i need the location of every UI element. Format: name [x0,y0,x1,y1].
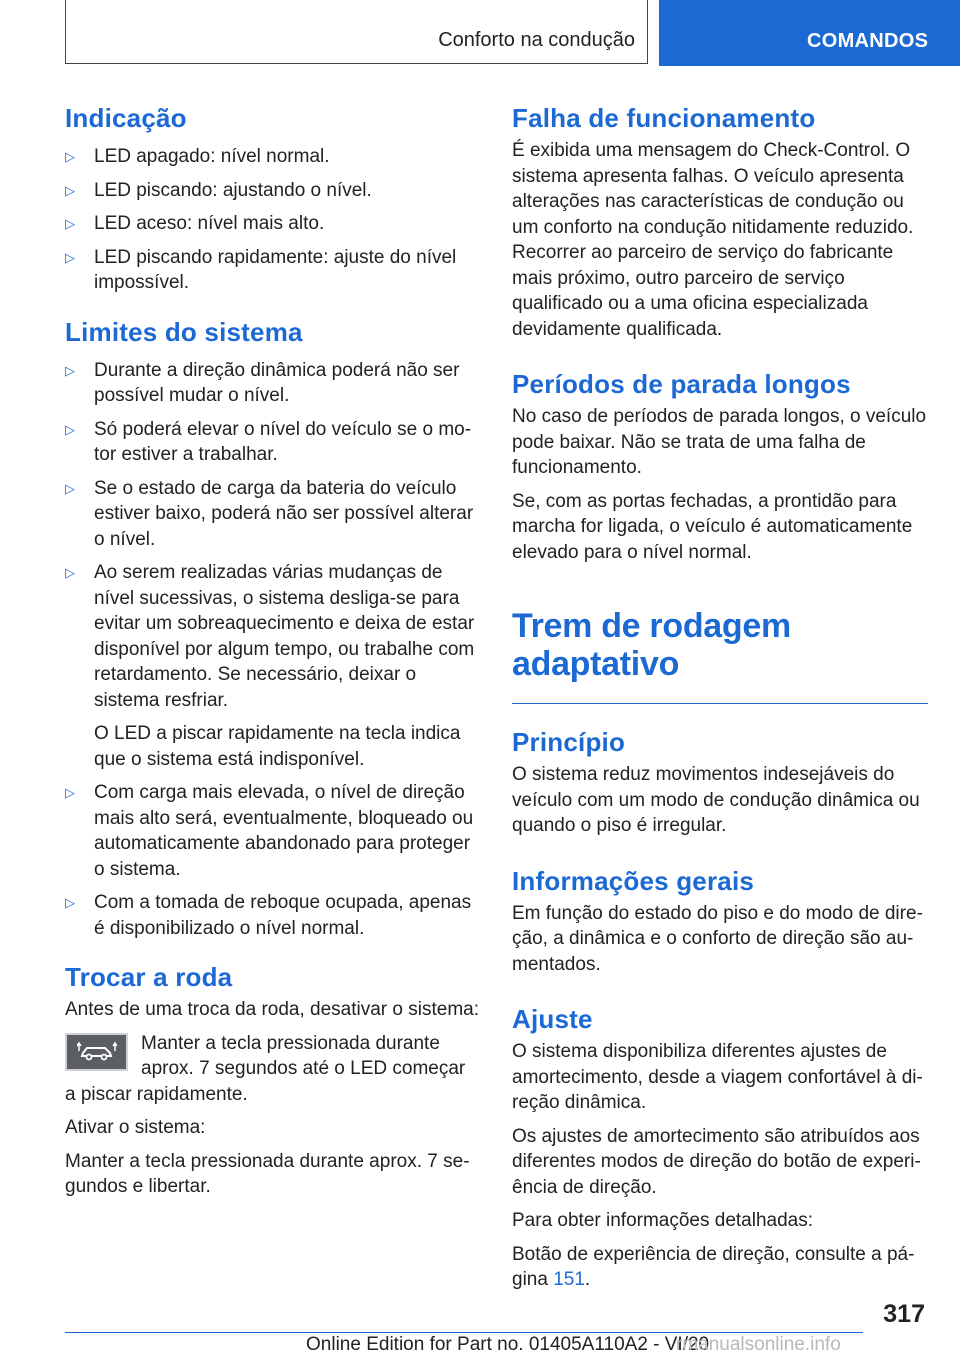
periodos-text-2: Se, com as portas fechadas, a prontidão para marcha for ligada, o veículo é automaticamente elevado para o nível normal. [512,490,913,563]
ajuste-text-4: Botão de experiência de direção, consulte a página 151. [512,1243,915,1290]
triangle-bullet-icon: ▷ [65,785,75,800]
suspension-button-icon [65,1033,128,1071]
header-section-box [65,0,648,64]
info-text: Em função do estado do piso e do modo de direção, a dinâmica e o conforto de direção são aumentados. [512,902,923,975]
heading-principio: Princípio [512,727,626,757]
heading-indicacao: Indicação [65,103,187,133]
header-section-title: Conforto na condução [438,29,635,51]
page-number: 317 [883,1300,925,1328]
ajuste-text-2: Os ajustes de amortecimento são atribuídos aos diferentes modos de direção do botão de experiência de direção. [512,1125,921,1198]
heading-limites: Limites do sistema [65,316,303,347]
left-column [65,100,480,1208]
falha-text: É exibida uma mensagem do Check-Control. O sistema apresenta falhas. O veículo apresenta alterações nas características de condução ou um conforto na condução nitidamente reduzido. Recorrer ao parceiro de serviço do fabricante mais próximo, outro parceiro de serviço qualificado ou a uma oficina especializada devidamente qualificada. [512,140,914,340]
list-item: ▷ LED piscando: ajustando o nível. [65,178,480,204]
heading-falha: Falha de funcionamento [512,103,816,133]
triangle-bullet-icon: ▷ [65,565,75,580]
triangle-bullet-icon: ▷ [65,216,75,231]
triangle-bullet-icon: ▷ [65,182,75,198]
triangle-bullet-icon: ▷ [65,480,75,496]
triangle-bullet-icon: ▷ [65,149,75,164]
list-item: ▷ Durante a direção dinâmica poderá não ser possível mudar o nível. [65,359,460,406]
list-limites [65,358,480,942]
list-item: ▷ LED aceso: nível mais alto. [65,211,480,237]
heading-periodos: Períodos de parada longos [512,369,851,399]
list-item: ▷ LED piscando rapidamente: ajuste do nível impossível. [65,246,457,293]
list-item: ▷ Ao serem realizadas várias mudanças de nível sucessivas, o sistema desliga-se para evitar um sobreaquecimento e deixa de estar disponível por algum tempo, ou trabalhe com retardamento. Se necessário, deixar o sistema resfriar. O LED a piscar rapidamente na tecla indica que o sistema está indisponível. [65,560,480,772]
header-chapter-tab: COMANDOS [659,0,960,66]
activate-text: Manter a tecla pressionada durante aprox. 7 segundos e libertar. [65,1150,470,1197]
edition-text: Online Edition for Part no. 01405A110A2 - VI/20 [306,1334,710,1355]
list-item: ▷ Se o estado de carga da bateria do veículo estiver baixo, poderá não ser possível alterar o nível. [65,477,474,550]
list-item: ▷ Só poderá elevar o nível do veículo se o motor estiver a trabalhar. [65,418,472,465]
periodos-text-1: No caso de períodos de parada longos, o veículo pode baixar. Não se trata de uma falha de funcionamento. [512,406,927,478]
footer-divider [65,1332,863,1333]
heading-trem: Trem de rodagem adaptativo [512,607,791,683]
trocar-intro: Antes de uma troca da roda, desativar o sistema: [65,999,479,1020]
page-reference-link[interactable]: 151 [553,1269,585,1290]
triangle-bullet-icon: ▷ [65,421,75,437]
page-footer [0,1290,960,1362]
list-item: ▷ LED apagado: nível normal. [65,144,480,170]
list-item: ▷ Com carga mais elevada, o nível de direção mais alto será, eventualmente, bloqueado ou automaticamente abandonado para proteger o sistema. [65,782,474,880]
list-indicacao [65,144,480,296]
button-instruction-text: Manter a tecla pressionada durante aprox. 7 segundos até o LED começar a piscar rapidamente. [65,1032,466,1105]
car-lift-icon [77,1041,117,1063]
watermark: rmanualsonline.info [676,1334,841,1355]
triangle-bullet-icon: ▷ [65,895,75,910]
section-divider [512,703,928,704]
heading-ajuste: Ajuste [512,1004,593,1034]
heading-trocar: Trocar a roda [65,962,233,992]
triangle-bullet-icon: ▷ [65,249,75,265]
principio-text: O sistema reduz movimentos indesejáveis do veículo com um modo de condução dinâmica ou quando o piso é irregular. [512,764,920,836]
ajuste-text-1: O sistema disponibiliza diferentes ajustes de amortecimento, desde a viagem confortável à direção dinâmica. [512,1041,923,1113]
list-item: ▷ Com a tomada de reboque ocupada, apenas é disponibilizado o nível normal. [65,892,472,939]
list-item-note: O LED a piscar rapidamente na tecla indica que o sistema está indisponível. [94,723,461,770]
page-header [0,0,960,66]
activate-label: Ativar o sistema: [65,1117,206,1138]
ajuste-text-3: Para obter informações detalhadas: [512,1210,814,1231]
right-column [512,100,928,1301]
triangle-bullet-icon: ▷ [65,362,75,378]
button-instruction [65,1031,480,1108]
heading-info: Informações gerais [512,865,755,896]
